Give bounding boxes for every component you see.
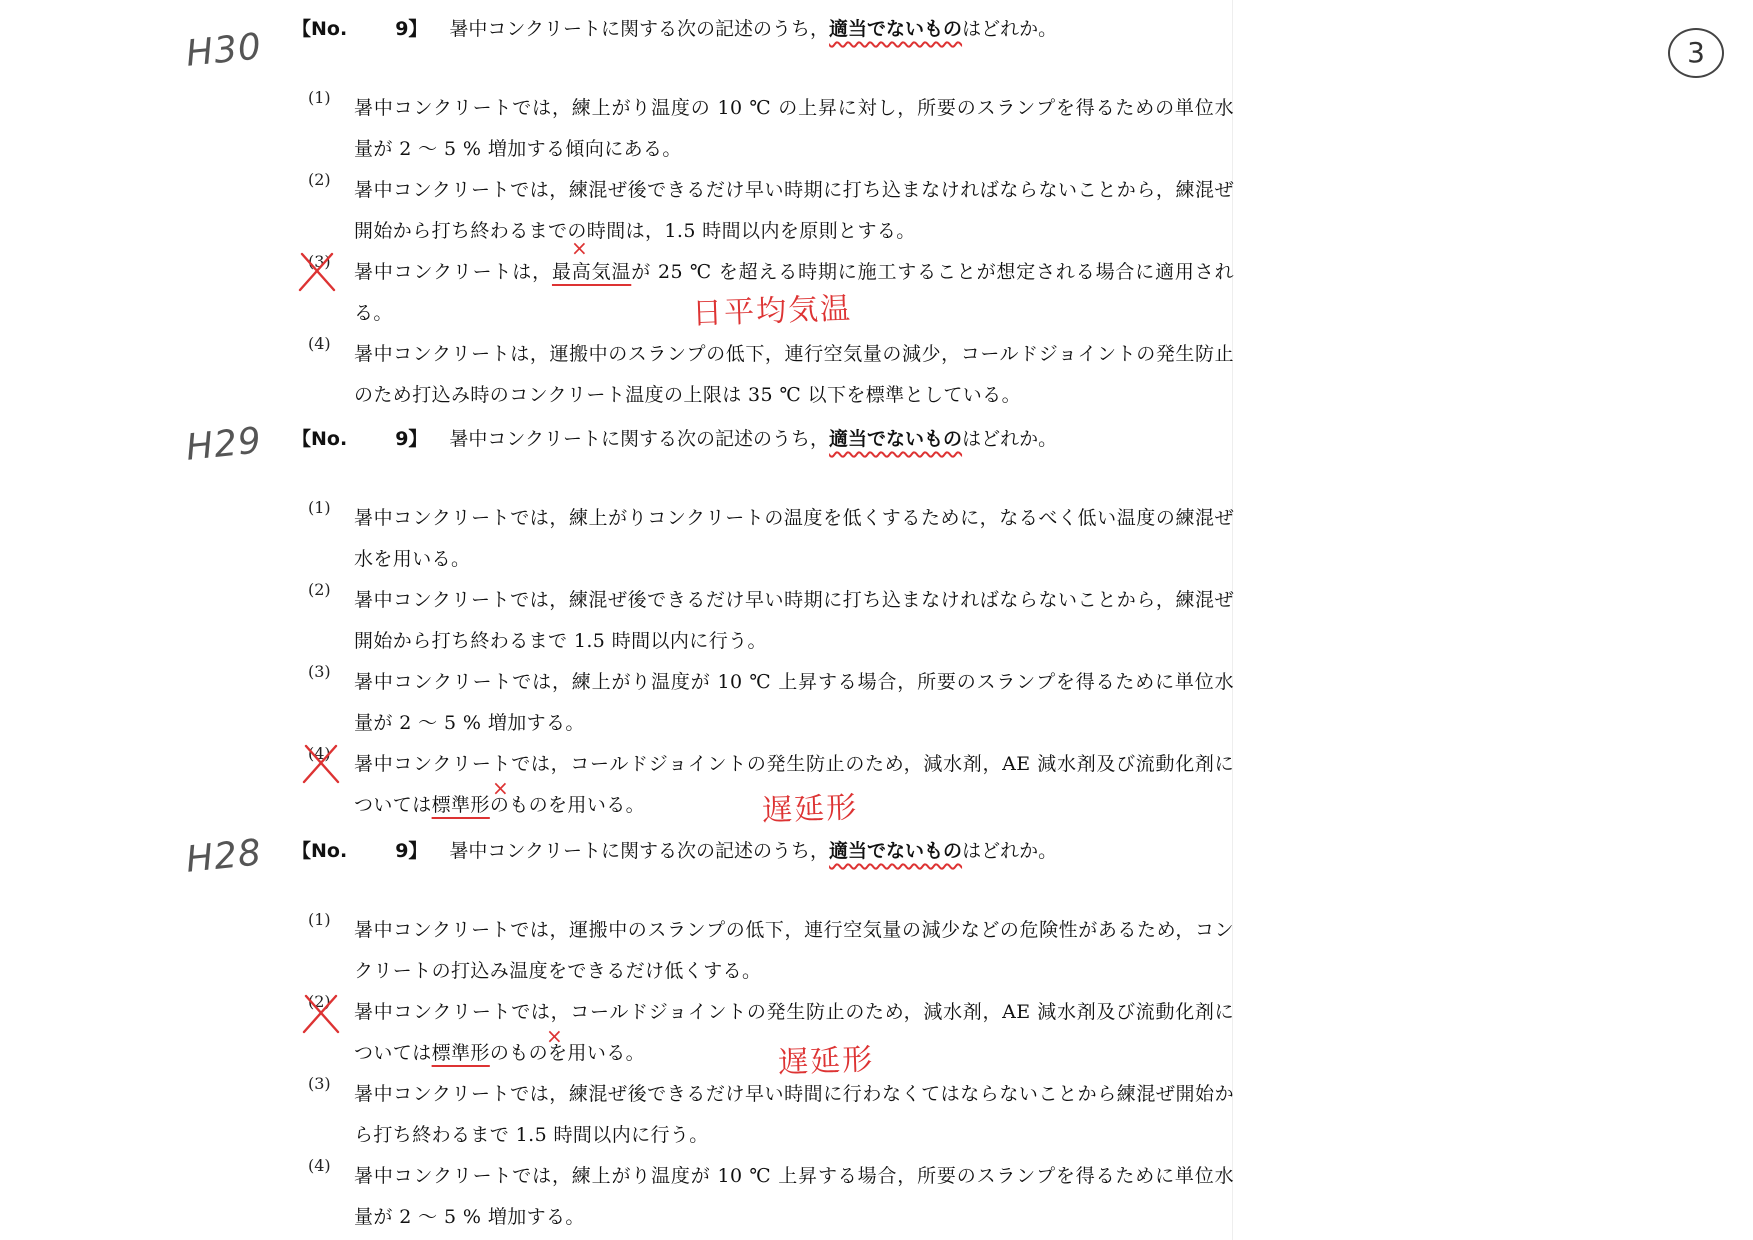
- underlined-error: 標準形: [431, 794, 490, 816]
- year-note: H30: [184, 26, 264, 75]
- prompt-text: 暑中コンクリートに関する次の記述のうち，: [449, 18, 830, 40]
- prompt-text-end: はどれか。: [962, 428, 1058, 450]
- question-number: 9】: [395, 18, 428, 40]
- option-number: (4): [308, 1156, 331, 1175]
- option-number: (3): [308, 1074, 331, 1093]
- handwritten-correction: 遅延形: [761, 790, 859, 829]
- option-text: 暑中コンクリートでは，運搬中のスランプの低下，連行空気量の減少などの危険性があるため，コンクリートの打込み温度をできるだけ低くする。: [354, 919, 1234, 982]
- option-text: 暑中コンクリートでは，コールドジョイントの発生防止のため，減水剤，AE 減水剤及び流動化剤については標準形のものを用いる。: [354, 753, 1234, 816]
- prompt-emphasis: 適当でないもの: [829, 428, 963, 450]
- year-note: H29: [184, 420, 264, 469]
- option-text: 暑中コンクリートでは，練混ぜ後できるだけ早い時期に打ち込まなければならないことから，練混ぜ開始から打ち終わるまで 1.5 時間以内に行う。: [354, 589, 1234, 652]
- option-text: 暑中コンクリートは，最高気温が 25 ℃ を超える時期に施工することが想定される場合に適用される。: [354, 261, 1234, 324]
- year-note: H28: [184, 832, 264, 881]
- question-header: [292, 14, 1057, 41]
- question-number: 9】: [395, 840, 428, 862]
- option-number: (2): [308, 580, 331, 599]
- option-text: 暑中コンクリートでは，練上がり温度の 10 ℃ の上昇に対し，所要のスランプを得るための単位水量が 2 ～ 5 % 増加する傾向にある。: [354, 97, 1234, 160]
- option-number: (4): [308, 334, 331, 353]
- question-header: [292, 424, 1057, 451]
- prompt-text: 暑中コンクリートに関する次の記述のうち，: [449, 428, 830, 450]
- option-text: 暑中コンクリートは，運搬中のスランプの低下，連行空気量の減少，コールドジョイントの発生防止のため打込み時のコンクリート温度の上限は 35 ℃ 以下を標準としている。: [354, 343, 1234, 406]
- option-text: 暑中コンクリートでは，コールドジョイントの発生防止のため，減水剤，AE 減水剤及び流動化剤については標準形のものを用いる。: [354, 1001, 1234, 1064]
- handwritten-correction: 遅延形: [777, 1042, 875, 1081]
- error-x-mark: ×: [492, 776, 509, 800]
- option-number: (1): [308, 88, 331, 107]
- option-number: (3): [308, 252, 331, 271]
- option-number: (4): [308, 744, 331, 763]
- option-number: (1): [308, 910, 331, 929]
- question-header: [292, 836, 1057, 863]
- option-text: 暑中コンクリートでは，練混ぜ後できるだけ早い時期に打ち込まなければならないことから，練混ぜ開始から打ち終わるまでの時間は，1.5 時間以内を原則とする。: [354, 179, 1234, 242]
- option-number: (1): [308, 498, 331, 517]
- underlined-error: 最高気温: [551, 261, 632, 283]
- prompt-emphasis: 適当でないもの: [829, 840, 963, 862]
- handwritten-correction: 日平均気温: [691, 291, 853, 332]
- option-text: 暑中コンクリートでは，練上がり温度が 10 ℃ 上昇する場合，所要のスランプを得るために単位水量が 2 ～ 5 % 増加する。: [354, 1165, 1234, 1228]
- option-text: 暑中コンクリートでは，練混ぜ後できるだけ早い時間に行わなくてはならないことから練混ぜ開始から打ち終わるまで 1.5 時間以内に行う。: [354, 1083, 1234, 1146]
- option-text: 暑中コンクリートでは，練上がりコンクリートの温度を低くするために，なるべく低い温度の練混ぜ水を用いる。: [354, 507, 1234, 570]
- question-number-label: 【No.: [292, 18, 348, 40]
- prompt-emphasis: 適当でないもの: [829, 18, 963, 40]
- option-text: 暑中コンクリートでは，練上がり温度が 10 ℃ 上昇する場合，所要のスランプを得るために単位水量が 2 ～ 5 % 増加する。: [354, 671, 1234, 734]
- option-number: (2): [308, 170, 331, 189]
- question-number-label: 【No.: [292, 428, 348, 450]
- prompt-text-end: はどれか。: [962, 840, 1058, 862]
- question-number-label: 【No.: [292, 840, 348, 862]
- option-number: (3): [308, 662, 331, 681]
- option-number: (2): [308, 992, 331, 1011]
- error-x-mark: ×: [571, 236, 588, 260]
- prompt-text: 暑中コンクリートに関する次の記述のうち，: [449, 840, 830, 862]
- prompt-text-end: はどれか。: [962, 18, 1058, 40]
- page-marker: 3: [1668, 28, 1724, 78]
- question-number: 9】: [395, 428, 428, 450]
- underlined-error: 標準形: [431, 1042, 490, 1064]
- error-x-mark: ×: [546, 1024, 563, 1048]
